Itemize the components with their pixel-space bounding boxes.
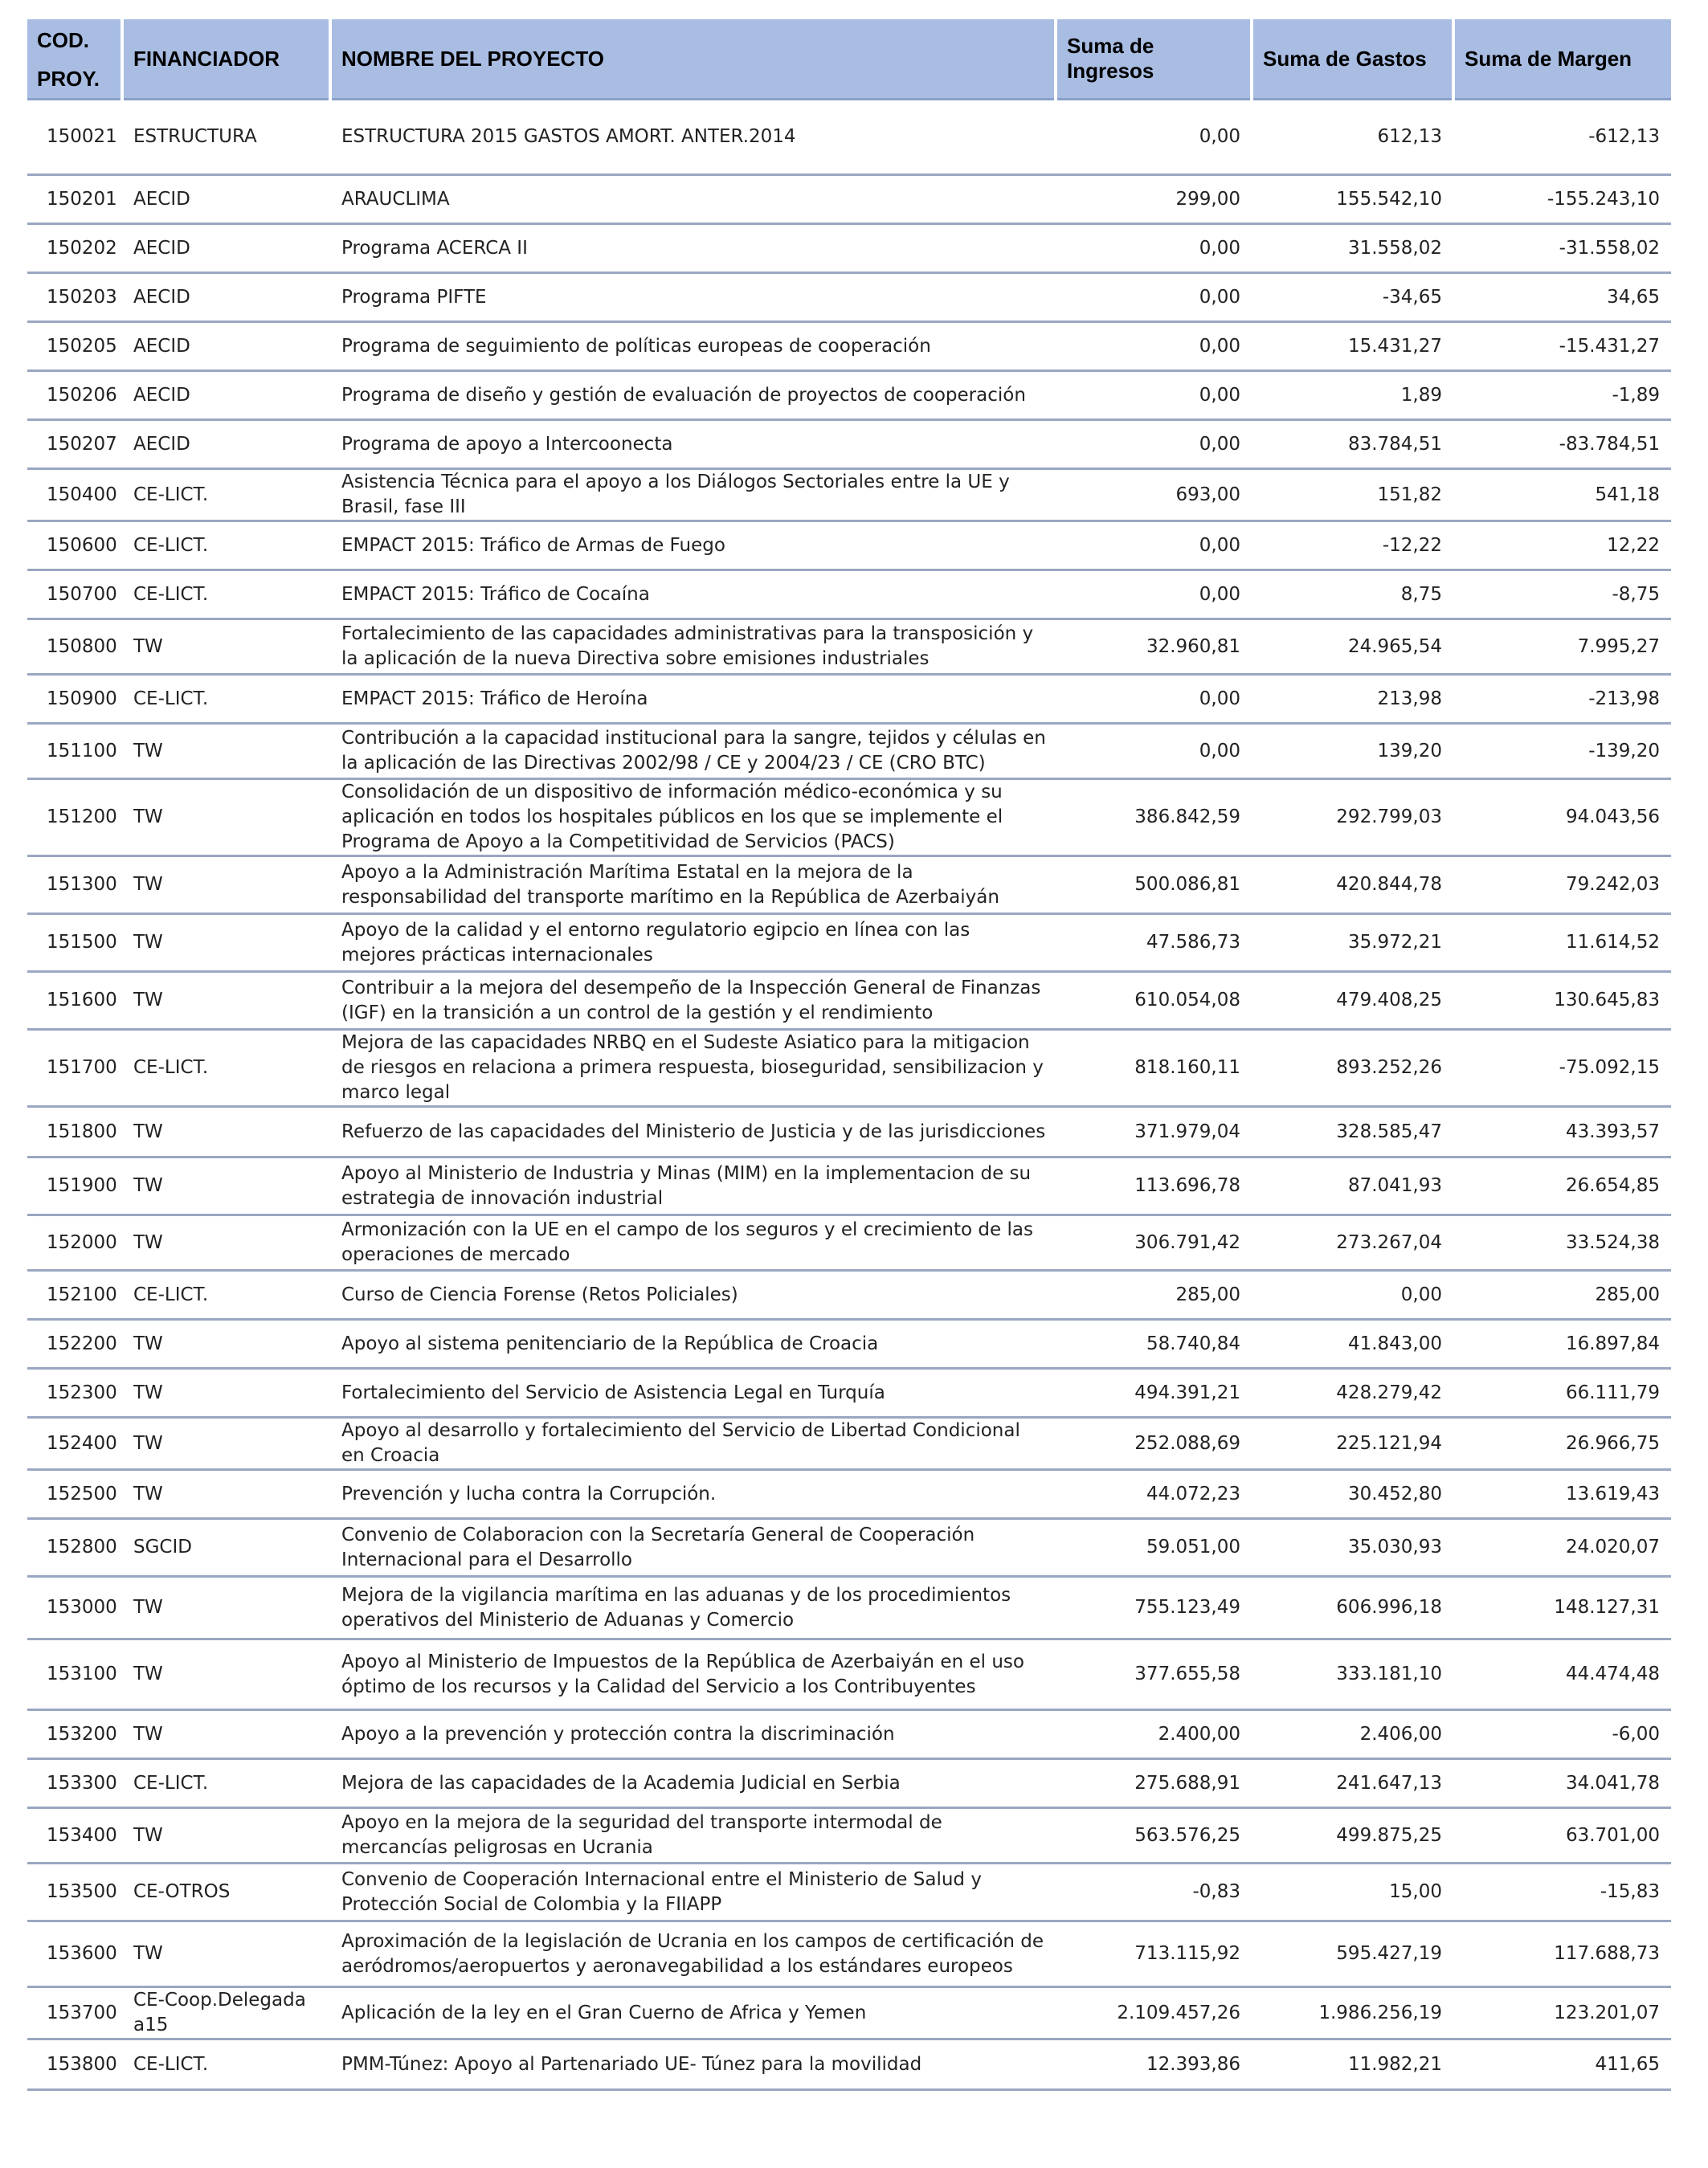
cell-suma-ingresos: 377.655,58 [1056, 1639, 1252, 1710]
table-row [27, 619, 1671, 675]
cell-cod-proy: 150700 [27, 570, 122, 619]
cell-financiador: TW [122, 1157, 330, 1215]
cell-financiador: TW [122, 1215, 330, 1271]
cell-financiador: TW [122, 1710, 330, 1759]
cell-suma-ingresos: 252.088,69 [1056, 1418, 1252, 1470]
cell-suma-margen: -83.784,51 [1453, 420, 1671, 469]
table-row [27, 322, 1671, 371]
header-cod-line1: COD. [37, 28, 89, 52]
cell-suma-ingresos: 32.960,81 [1056, 619, 1252, 675]
cell-financiador: CE-LICT. [122, 1759, 330, 1808]
cell-nombre-proyecto: Programa de diseño y gestión de evaluación de proyectos de cooperación [330, 371, 1056, 420]
cell-financiador: CE-LICT. [122, 2039, 330, 2090]
cell-suma-gastos: 273.267,04 [1252, 1215, 1453, 1271]
table-row [27, 420, 1671, 469]
header-cod-line2: PROY. [37, 67, 100, 91]
cell-cod-proy: 153600 [27, 1921, 122, 1987]
cell-financiador: TW [122, 1369, 330, 1418]
cell-financiador: AECID [122, 224, 330, 273]
cell-financiador: TW [122, 619, 330, 675]
cell-nombre-proyecto: Apoyo en la mejora de la seguridad del transporte intermodal de mercancías peligrosas en Ucrania [330, 1808, 1056, 1864]
table-row [27, 1030, 1671, 1107]
cell-nombre-proyecto: EMPACT 2015: Tráfico de Heroína [330, 675, 1056, 724]
cell-suma-ingresos: 275.688,91 [1056, 1759, 1252, 1808]
cell-nombre-proyecto: EMPACT 2015: Tráfico de Cocaína [330, 570, 1056, 619]
table-row [27, 273, 1671, 322]
header-cod-proy [27, 19, 122, 100]
cell-cod-proy: 152100 [27, 1271, 122, 1320]
cell-suma-margen: -213,98 [1453, 675, 1671, 724]
cell-suma-ingresos: 713.115,92 [1056, 1921, 1252, 1987]
cell-suma-gastos: 151,82 [1252, 469, 1453, 521]
table-row [27, 521, 1671, 570]
cell-suma-margen: 33.524,38 [1453, 1215, 1671, 1271]
cell-suma-margen: -612,13 [1453, 100, 1671, 175]
cell-financiador: TW [122, 1808, 330, 1864]
cell-suma-gastos: -34,65 [1252, 273, 1453, 322]
cell-financiador: TW [122, 1418, 330, 1470]
cell-suma-margen: 26.654,85 [1453, 1157, 1671, 1215]
cell-financiador: AECID [122, 322, 330, 371]
cell-cod-proy: 153300 [27, 1759, 122, 1808]
cell-suma-margen: 411,65 [1453, 2039, 1671, 2090]
cell-financiador: TW [122, 1577, 330, 1639]
cell-nombre-proyecto: Apoyo al desarrollo y fortalecimiento del Servicio de Libertad Condicional en Croacia [330, 1418, 1056, 1470]
cell-suma-gastos: 479.408,25 [1252, 972, 1453, 1030]
table-row [27, 1987, 1671, 2039]
cell-suma-ingresos: 0,00 [1056, 224, 1252, 273]
cell-suma-gastos: 333.181,10 [1252, 1639, 1453, 1710]
cell-suma-margen: 63.701,00 [1453, 1808, 1671, 1864]
cell-suma-gastos: 328.585,47 [1252, 1107, 1453, 1157]
cell-nombre-proyecto: Convenio de Colaboracion con la Secretaría General de Cooperación Internacional para el Desarrollo [330, 1519, 1056, 1577]
cell-suma-margen: 11.614,52 [1453, 914, 1671, 972]
cell-financiador: CE-LICT. [122, 1271, 330, 1320]
cell-cod-proy: 150203 [27, 273, 122, 322]
cell-nombre-proyecto: Programa PIFTE [330, 273, 1056, 322]
table-row [27, 1710, 1671, 1759]
cell-suma-gastos: 31.558,02 [1252, 224, 1453, 273]
cell-suma-ingresos: 371.979,04 [1056, 1107, 1252, 1157]
cell-financiador: CE-LICT. [122, 675, 330, 724]
cell-cod-proy: 151200 [27, 779, 122, 856]
cell-suma-gastos: 24.965,54 [1252, 619, 1453, 675]
cell-suma-gastos: 2.406,00 [1252, 1710, 1453, 1759]
cell-suma-margen: 24.020,07 [1453, 1519, 1671, 1577]
cell-nombre-proyecto: Mejora de las capacidades NRBQ en el Sudeste Asiatico para la mitigacion de riesgos en relaciona a primera respuesta, bioseguridad, sensibilizacion y marco legal [330, 1030, 1056, 1107]
header-suma-margen: Suma de Margen [1453, 19, 1671, 100]
cell-suma-margen: 34.041,78 [1453, 1759, 1671, 1808]
cell-suma-margen: 117.688,73 [1453, 1921, 1671, 1987]
table-row [27, 570, 1671, 619]
cell-suma-gastos: 87.041,93 [1252, 1157, 1453, 1215]
cell-suma-ingresos: 755.123,49 [1056, 1577, 1252, 1639]
cell-cod-proy: 151700 [27, 1030, 122, 1107]
cell-suma-margen: 130.645,83 [1453, 972, 1671, 1030]
cell-suma-ingresos: 0,00 [1056, 322, 1252, 371]
cell-suma-ingresos: 2.400,00 [1056, 1710, 1252, 1759]
cell-suma-margen: -15.431,27 [1453, 322, 1671, 371]
table-row [27, 1864, 1671, 1921]
cell-cod-proy: 150202 [27, 224, 122, 273]
cell-cod-proy: 152400 [27, 1418, 122, 1470]
cell-cod-proy: 152300 [27, 1369, 122, 1418]
table-row [27, 1215, 1671, 1271]
cell-cod-proy: 151500 [27, 914, 122, 972]
cell-suma-gastos: 225.121,94 [1252, 1418, 1453, 1470]
cell-cod-proy: 150206 [27, 371, 122, 420]
cell-nombre-proyecto: ESTRUCTURA 2015 GASTOS AMORT. ANTER.2014 [330, 100, 1056, 175]
cell-suma-gastos: 155.542,10 [1252, 175, 1453, 224]
cell-cod-proy: 150205 [27, 322, 122, 371]
cell-financiador: CE-LICT. [122, 469, 330, 521]
cell-cod-proy: 151300 [27, 856, 122, 914]
cell-financiador: ESTRUCTURA [122, 100, 330, 175]
header-suma-gastos: Suma de Gastos [1252, 19, 1453, 100]
cell-suma-ingresos: 0,00 [1056, 521, 1252, 570]
cell-suma-ingresos: 500.086,81 [1056, 856, 1252, 914]
table-row [27, 1320, 1671, 1369]
table-row [27, 675, 1671, 724]
cell-nombre-proyecto: Consolidación de un dispositivo de información médico-económica y su aplicación en todos los hospitales públicos en los que se implemente el Programa de Apoyo a la Competitividad de Servicios (PACS) [330, 779, 1056, 856]
table-row [27, 1107, 1671, 1157]
cell-suma-margen: -8,75 [1453, 570, 1671, 619]
cell-financiador: AECID [122, 420, 330, 469]
cell-suma-margen: 13.619,43 [1453, 1470, 1671, 1519]
cell-nombre-proyecto: Programa de apoyo a Intercoonecta [330, 420, 1056, 469]
cell-financiador: CE-LICT. [122, 570, 330, 619]
cell-suma-margen: -15,83 [1453, 1864, 1671, 1921]
cell-suma-gastos: 35.030,93 [1252, 1519, 1453, 1577]
cell-financiador: TW [122, 972, 330, 1030]
cell-financiador: TW [122, 1320, 330, 1369]
cell-nombre-proyecto: Apoyo a la Administración Marítima Estatal en la mejora de la responsabilidad del transporte marítimo en la República de Azerbaiyán [330, 856, 1056, 914]
table-row [27, 1519, 1671, 1577]
table-row [27, 371, 1671, 420]
cell-nombre-proyecto: Refuerzo de las capacidades del Ministerio de Justicia y de las jurisdicciones [330, 1107, 1056, 1157]
cell-suma-margen: -139,20 [1453, 724, 1671, 779]
table-row [27, 1470, 1671, 1519]
cell-financiador: SGCID [122, 1519, 330, 1577]
cell-financiador: TW [122, 1921, 330, 1987]
cell-financiador: CE-OTROS [122, 1864, 330, 1921]
cell-suma-ingresos: 59.051,00 [1056, 1519, 1252, 1577]
cell-suma-margen: -155.243,10 [1453, 175, 1671, 224]
cell-suma-gastos: 15.431,27 [1252, 322, 1453, 371]
table-row [27, 914, 1671, 972]
cell-nombre-proyecto: Contribuir a la mejora del desempeño de la Inspección General de Finanzas (IGF) en la transición a un control de la gestión y el rendimiento [330, 972, 1056, 1030]
table-row [27, 724, 1671, 779]
cell-nombre-proyecto: Contribución a la capacidad institucional para la sangre, tejidos y células en la aplicación de las Directivas 2002/98 / CE y 2004/23 / CE (CRO BTC) [330, 724, 1056, 779]
cell-suma-margen: 123.201,07 [1453, 1987, 1671, 2039]
cell-financiador: CE-LICT. [122, 521, 330, 570]
cell-financiador: TW [122, 856, 330, 914]
cell-suma-gastos: 35.972,21 [1252, 914, 1453, 972]
cell-suma-ingresos: 563.576,25 [1056, 1808, 1252, 1864]
cell-nombre-proyecto: Curso de Ciencia Forense (Retos Policiales) [330, 1271, 1056, 1320]
table-row [27, 779, 1671, 856]
table-row [27, 1271, 1671, 1320]
cell-cod-proy: 152800 [27, 1519, 122, 1577]
cell-suma-gastos: 893.252,26 [1252, 1030, 1453, 1107]
cell-suma-gastos: 1.986.256,19 [1252, 1987, 1453, 2039]
cell-suma-ingresos: 610.054,08 [1056, 972, 1252, 1030]
table-row [27, 1577, 1671, 1639]
cell-cod-proy: 153200 [27, 1710, 122, 1759]
cell-nombre-proyecto: PMM-Túnez: Apoyo al Partenariado UE- Túnez para la movilidad [330, 2039, 1056, 2090]
cell-suma-gastos: 292.799,03 [1252, 779, 1453, 856]
cell-suma-gastos: 213,98 [1252, 675, 1453, 724]
cell-nombre-proyecto: Armonización con la UE en el campo de los seguros y el crecimiento de las operaciones de mercado [330, 1215, 1056, 1271]
cell-suma-ingresos: 0,00 [1056, 675, 1252, 724]
cell-nombre-proyecto: ARAUCLIMA [330, 175, 1056, 224]
header-financiador: FINANCIADOR [122, 19, 330, 100]
cell-nombre-proyecto: Apoyo al sistema penitenciario de la República de Croacia [330, 1320, 1056, 1369]
cell-cod-proy: 153000 [27, 1577, 122, 1639]
cell-nombre-proyecto: Convenio de Cooperación Internacional entre el Ministerio de Salud y Protección Social de Colombia y la FIIAPP [330, 1864, 1056, 1921]
cell-cod-proy: 150021 [27, 100, 122, 175]
table-header [27, 19, 1671, 100]
cell-suma-ingresos: 306.791,42 [1056, 1215, 1252, 1271]
cell-suma-ingresos: 0,00 [1056, 273, 1252, 322]
cell-suma-gastos: 139,20 [1252, 724, 1453, 779]
cell-suma-gastos: 241.647,13 [1252, 1759, 1453, 1808]
cell-suma-margen: 12,22 [1453, 521, 1671, 570]
cell-suma-margen: 285,00 [1453, 1271, 1671, 1320]
cell-suma-gastos: 612,13 [1252, 100, 1453, 175]
cell-suma-ingresos: 58.740,84 [1056, 1320, 1252, 1369]
cell-suma-ingresos: 0,00 [1056, 100, 1252, 175]
cell-suma-gastos: 8,75 [1252, 570, 1453, 619]
cell-cod-proy: 150207 [27, 420, 122, 469]
cell-suma-margen: 34,65 [1453, 273, 1671, 322]
cell-suma-ingresos: 494.391,21 [1056, 1369, 1252, 1418]
cell-suma-gastos: -12,22 [1252, 521, 1453, 570]
cell-suma-gastos: 0,00 [1252, 1271, 1453, 1320]
table-row [27, 1418, 1671, 1470]
cell-financiador: CE-Coop.Delegada a15 [122, 1987, 330, 2039]
table-row [27, 1369, 1671, 1418]
cell-cod-proy: 152200 [27, 1320, 122, 1369]
cell-cod-proy: 153400 [27, 1808, 122, 1864]
cell-cod-proy: 150400 [27, 469, 122, 521]
cell-nombre-proyecto: Mejora de las capacidades de la Academia Judicial en Serbia [330, 1759, 1056, 1808]
table-row [27, 972, 1671, 1030]
cell-nombre-proyecto: Fortalecimiento de las capacidades administrativas para la transposición y la aplicación de la nueva Directiva sobre emisiones industriales [330, 619, 1056, 675]
cell-suma-margen: 16.897,84 [1453, 1320, 1671, 1369]
table-row [27, 1759, 1671, 1808]
cell-suma-margen: 94.043,56 [1453, 779, 1671, 856]
cell-suma-ingresos: 47.586,73 [1056, 914, 1252, 972]
table-row [27, 1921, 1671, 1987]
cell-suma-margen: -6,00 [1453, 1710, 1671, 1759]
cell-cod-proy: 150900 [27, 675, 122, 724]
cell-suma-margen: 541,18 [1453, 469, 1671, 521]
cell-suma-gastos: 499.875,25 [1252, 1808, 1453, 1864]
cell-suma-margen: 148.127,31 [1453, 1577, 1671, 1639]
cell-nombre-proyecto: Programa de seguimiento de políticas europeas de cooperación [330, 322, 1056, 371]
cell-nombre-proyecto: Mejora de la vigilancia marítima en las aduanas y de los procedimientos operativos del Ministerio de Aduanas y Comercio [330, 1577, 1056, 1639]
cell-suma-ingresos: 2.109.457,26 [1056, 1987, 1252, 2039]
cell-financiador: AECID [122, 175, 330, 224]
cell-nombre-proyecto: Aproximación de la legislación de Ucrania en los campos de certificación de aeródromos/aeropuertos y aeronavegabilidad a los estándares europeos [330, 1921, 1056, 1987]
table-row [27, 175, 1671, 224]
cell-nombre-proyecto: Apoyo a la prevención y protección contra la discriminación [330, 1710, 1056, 1759]
cell-suma-ingresos: 299,00 [1056, 175, 1252, 224]
cell-financiador: AECID [122, 371, 330, 420]
cell-suma-gastos: 11.982,21 [1252, 2039, 1453, 2090]
cell-suma-margen: 43.393,57 [1453, 1107, 1671, 1157]
cell-suma-ingresos: 0,00 [1056, 371, 1252, 420]
cell-suma-margen: 44.474,48 [1453, 1639, 1671, 1710]
cell-nombre-proyecto: Apoyo al Ministerio de Industria y Minas (MIM) en la implementacion de su estrategia de innovación industrial [330, 1157, 1056, 1215]
table-body [27, 100, 1671, 2090]
page-content [27, 19, 1671, 2091]
cell-suma-gastos: 428.279,42 [1252, 1369, 1453, 1418]
cell-financiador: TW [122, 1107, 330, 1157]
cell-suma-margen: -1,89 [1453, 371, 1671, 420]
cell-suma-gastos: 41.843,00 [1252, 1320, 1453, 1369]
cell-cod-proy: 152500 [27, 1470, 122, 1519]
projects-table [27, 19, 1671, 2091]
cell-nombre-proyecto: Programa ACERCA II [330, 224, 1056, 273]
table-row [27, 100, 1671, 175]
cell-nombre-proyecto: Prevención y lucha contra la Corrupción. [330, 1470, 1056, 1519]
cell-suma-margen: -31.558,02 [1453, 224, 1671, 273]
cell-suma-ingresos: 386.842,59 [1056, 779, 1252, 856]
cell-suma-margen: -75.092,15 [1453, 1030, 1671, 1107]
cell-cod-proy: 151900 [27, 1157, 122, 1215]
cell-cod-proy: 151600 [27, 972, 122, 1030]
cell-nombre-proyecto: Apoyo de la calidad y el entorno regulatorio egipcio en línea con las mejores prácticas internacionales [330, 914, 1056, 972]
cell-financiador: TW [122, 779, 330, 856]
table-row [27, 1157, 1671, 1215]
cell-suma-gastos: 420.844,78 [1252, 856, 1453, 914]
table-row [27, 1808, 1671, 1864]
cell-cod-proy: 152000 [27, 1215, 122, 1271]
cell-cod-proy: 153100 [27, 1639, 122, 1710]
cell-nombre-proyecto: EMPACT 2015: Tráfico de Armas de Fuego [330, 521, 1056, 570]
cell-nombre-proyecto: Fortalecimiento del Servicio de Asistencia Legal en Turquía [330, 1369, 1056, 1418]
table-row [27, 1639, 1671, 1710]
cell-suma-gastos: 1,89 [1252, 371, 1453, 420]
cell-financiador: TW [122, 1470, 330, 1519]
cell-suma-ingresos: -0,83 [1056, 1864, 1252, 1921]
cell-suma-margen: 66.111,79 [1453, 1369, 1671, 1418]
cell-nombre-proyecto: Apoyo al Ministerio de Impuestos de la República de Azerbaiyán en el uso óptimo de los recursos y la Calidad del Servicio a los Contribuyentes [330, 1639, 1056, 1710]
cell-suma-ingresos: 44.072,23 [1056, 1470, 1252, 1519]
cell-suma-ingresos: 0,00 [1056, 420, 1252, 469]
cell-cod-proy: 151800 [27, 1107, 122, 1157]
cell-suma-ingresos: 0,00 [1056, 570, 1252, 619]
cell-suma-ingresos: 113.696,78 [1056, 1157, 1252, 1215]
cell-financiador: TW [122, 914, 330, 972]
cell-financiador: AECID [122, 273, 330, 322]
cell-suma-margen: 7.995,27 [1453, 619, 1671, 675]
cell-cod-proy: 150201 [27, 175, 122, 224]
cell-suma-margen: 26.966,75 [1453, 1418, 1671, 1470]
cell-suma-ingresos: 12.393,86 [1056, 2039, 1252, 2090]
table-row [27, 224, 1671, 273]
cell-suma-gastos: 30.452,80 [1252, 1470, 1453, 1519]
cell-suma-gastos: 595.427,19 [1252, 1921, 1453, 1987]
header-nombre-proyecto: NOMBRE DEL PROYECTO [330, 19, 1056, 100]
table-row [27, 469, 1671, 521]
cell-financiador: CE-LICT. [122, 1030, 330, 1107]
cell-cod-proy: 150600 [27, 521, 122, 570]
cell-suma-ingresos: 0,00 [1056, 724, 1252, 779]
table-row [27, 856, 1671, 914]
cell-nombre-proyecto: Asistencia Técnica para el apoyo a los Diálogos Sectoriales entre la UE y Brasil, fase III [330, 469, 1056, 521]
cell-financiador: TW [122, 724, 330, 779]
cell-suma-ingresos: 818.160,11 [1056, 1030, 1252, 1107]
cell-suma-ingresos: 285,00 [1056, 1271, 1252, 1320]
cell-nombre-proyecto: Aplicación de la ley en el Gran Cuerno de Africa y Yemen [330, 1987, 1056, 2039]
cell-suma-ingresos: 693,00 [1056, 469, 1252, 521]
cell-cod-proy: 150800 [27, 619, 122, 675]
header-suma-ingresos: Suma de Ingresos [1056, 19, 1252, 100]
cell-suma-gastos: 15,00 [1252, 1864, 1453, 1921]
cell-cod-proy: 153700 [27, 1987, 122, 2039]
cell-financiador: TW [122, 1639, 330, 1710]
cell-suma-gastos: 83.784,51 [1252, 420, 1453, 469]
cell-cod-proy: 153500 [27, 1864, 122, 1921]
cell-cod-proy: 151100 [27, 724, 122, 779]
table-row [27, 2039, 1671, 2090]
cell-suma-gastos: 606.996,18 [1252, 1577, 1453, 1639]
cell-suma-margen: 79.242,03 [1453, 856, 1671, 914]
cell-cod-proy: 153800 [27, 2039, 122, 2090]
